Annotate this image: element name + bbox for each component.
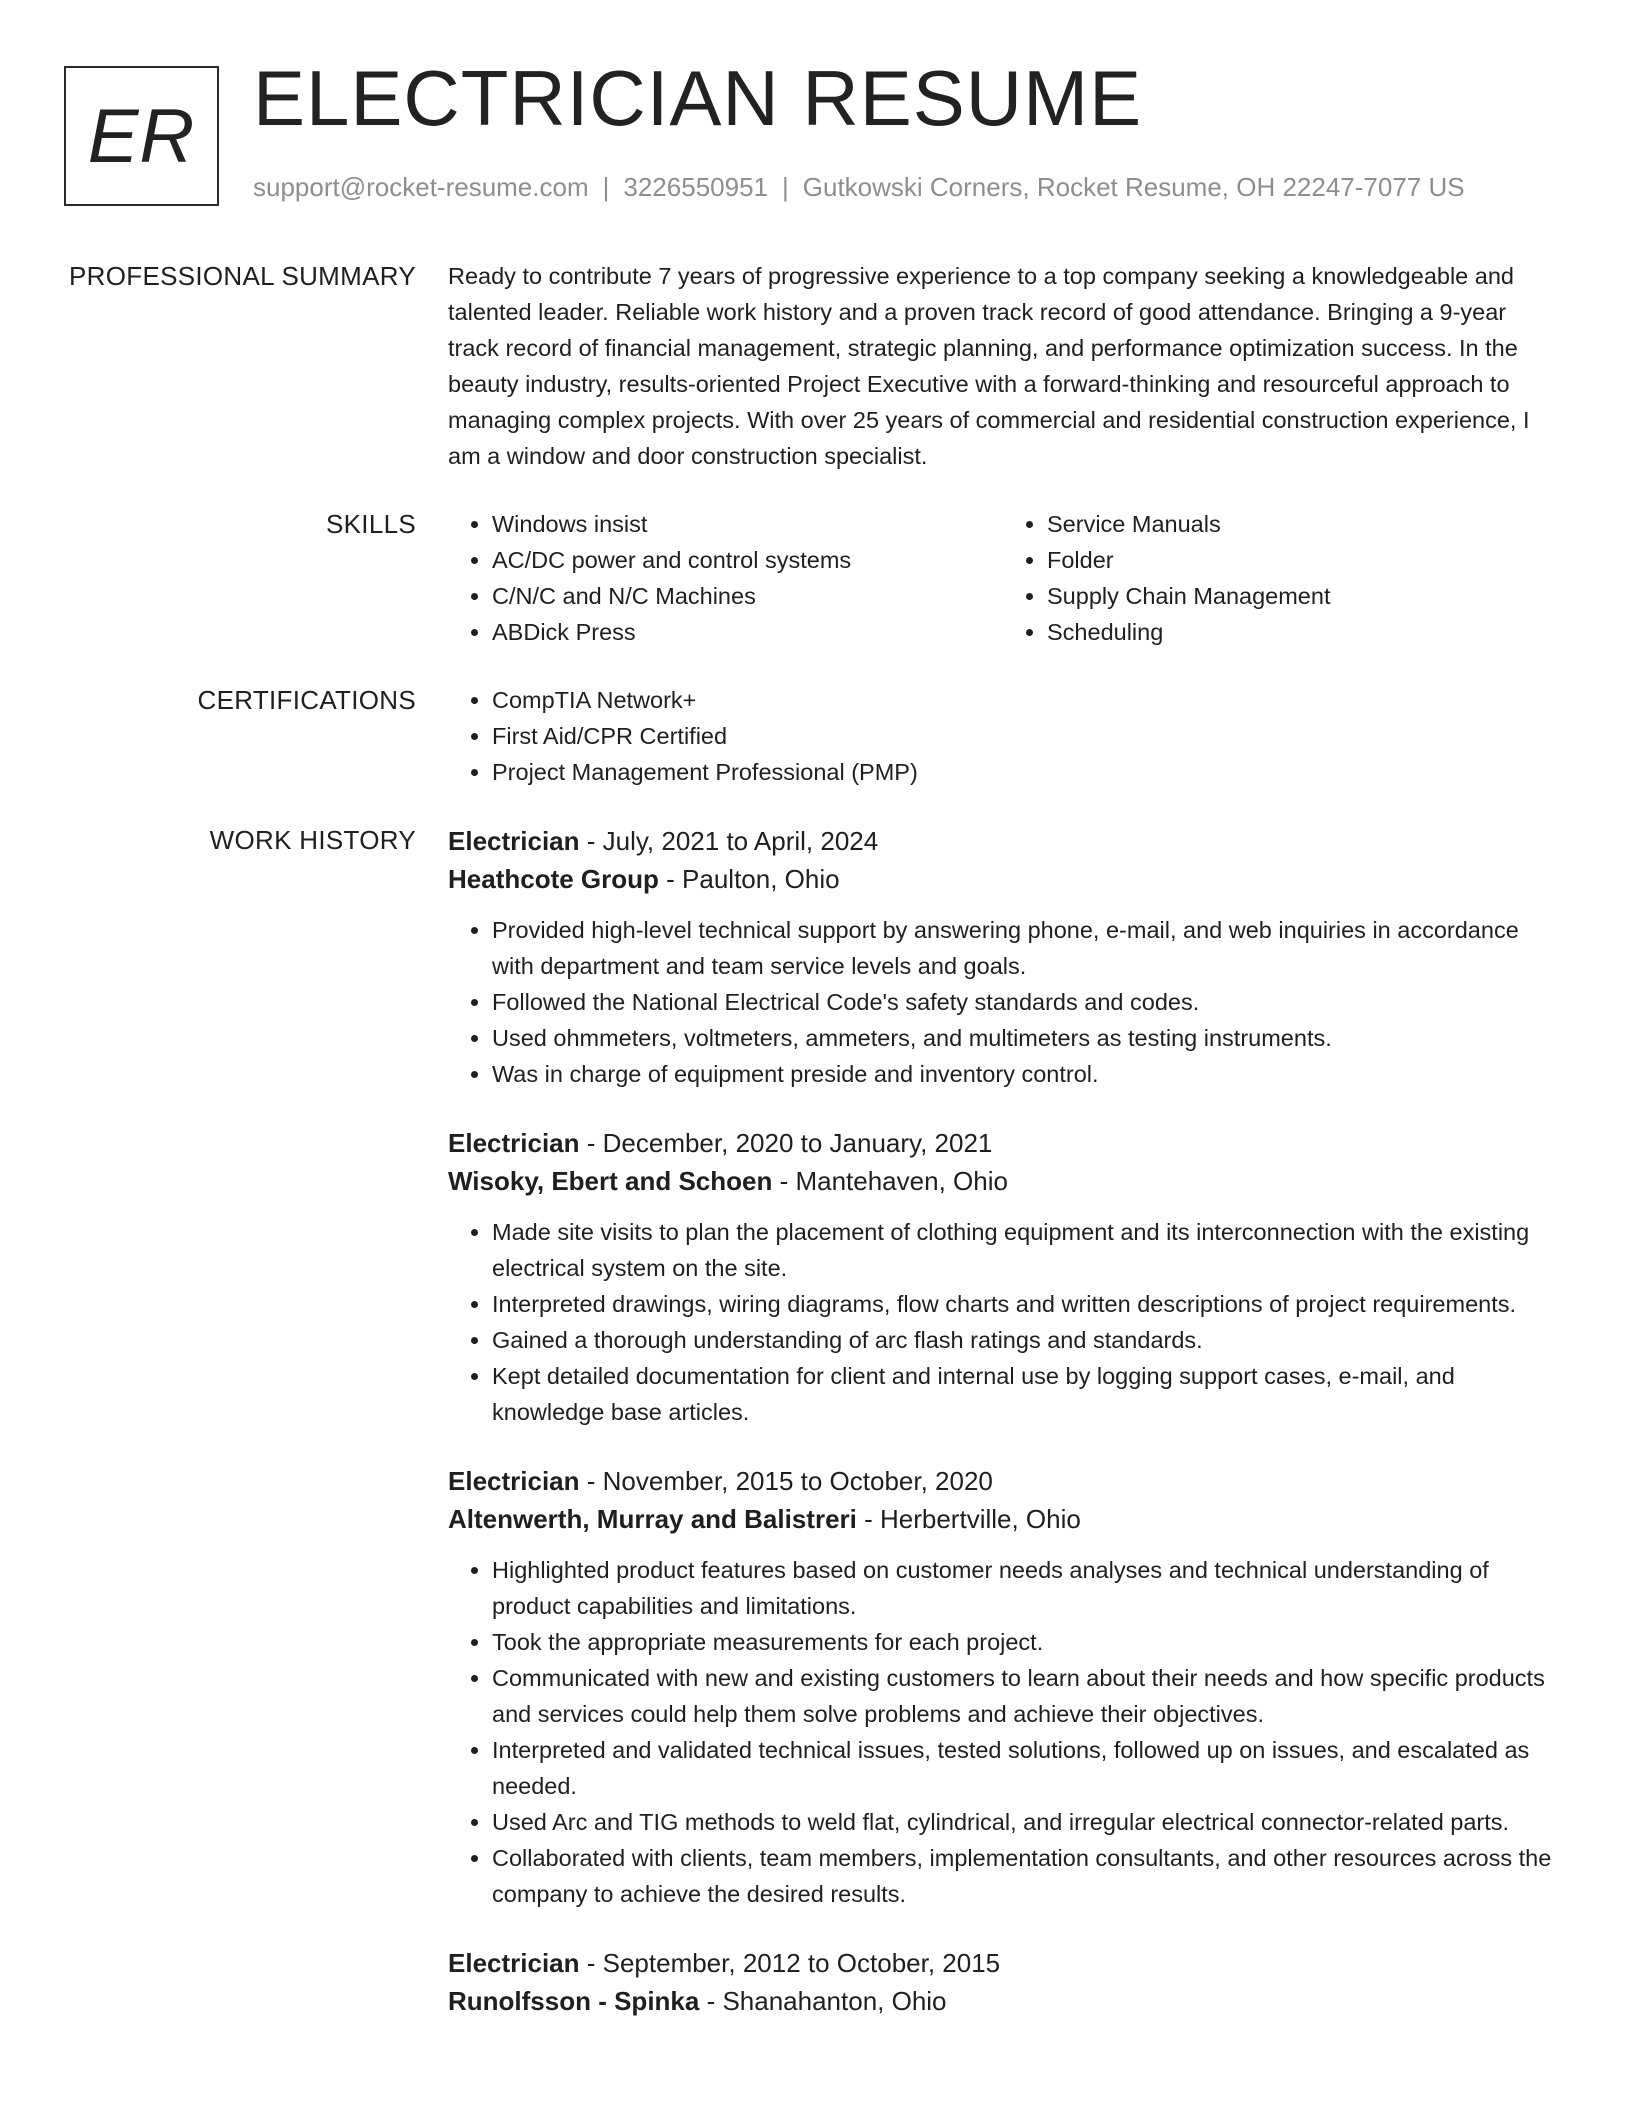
job-entry [448, 1462, 1558, 1912]
job-role: Electrician [448, 1128, 580, 1158]
skills-list-left [448, 506, 1003, 650]
resume-content [0, 258, 1632, 2052]
job-title-line [448, 1462, 1558, 1500]
skill-item: • ABDick Press [492, 614, 1003, 650]
job-bullets [448, 1552, 1558, 1912]
job-company-line [448, 1982, 1558, 2020]
job-company-line [448, 1162, 1558, 1200]
job-dates: - July, 2021 to April, 2024 [579, 826, 879, 856]
job-dates: - December, 2020 to January, 2021 [579, 1128, 993, 1158]
job-bullet: • Interpreted drawings, wiring diagrams, flow charts and written descriptions of project requirements. [492, 1286, 1558, 1322]
job-bullet: • Provided high-level technical support by answering phone, e-mail, and web inquiries in accordance with department and team service levels and goals. [492, 912, 1558, 984]
job-bullets [448, 912, 1558, 1092]
certifications-section [0, 682, 1632, 790]
job-company-line [448, 1500, 1558, 1538]
skill-item: • Folder [1047, 542, 1558, 578]
summary-heading: PROFESSIONAL SUMMARY [69, 261, 416, 291]
job-bullet: • Collaborated with clients, team members, implementation consultants, and other resources across the company to achieve the desired results. [492, 1840, 1558, 1912]
summary-section [0, 258, 1632, 474]
contact-email: support@rocket-resume.com [253, 172, 589, 202]
work-history-body [448, 822, 1558, 2020]
skill-item: • AC/DC power and control systems [492, 542, 1003, 578]
skills-section [0, 506, 1632, 650]
job-location: - Herbertville, Ohio [856, 1504, 1081, 1534]
job-company: Wisoky, Ebert and Schoen [448, 1166, 773, 1196]
work-history-heading: WORK HISTORY [209, 825, 416, 855]
contact-separator: | [602, 172, 610, 202]
job-bullet: • Was in charge of equipment preside and inventory control. [492, 1056, 1558, 1092]
job-bullet: • Gained a thorough understanding of arc flash ratings and standards. [492, 1322, 1558, 1358]
job-title-line [448, 822, 1558, 860]
summary-text: Ready to contribute 7 years of progressive experience to a top company seeking a knowledgeable and talented leader. Reliable work history and a proven track record of good attendance. Bringing a 9-year track record of financial management, strategic planning, and performance optimization success. In the beauty industry, results-oriented Project Executive with a forward-thinking and resourceful approach to managing complex projects. With over 25 years of commercial and residential construction experience, I am a window and door construction specialist. [448, 263, 1530, 469]
job-company: Heathcote Group [448, 864, 659, 894]
skills-list-right [1003, 506, 1558, 650]
job-bullet: • Kept detailed documentation for client and internal use by logging support cases, e-mail, and knowledge base articles. [492, 1358, 1558, 1430]
job-company: Altenwerth, Murray and Balistreri [448, 1504, 857, 1534]
contact-separator: | [782, 172, 789, 202]
job-bullet: • Followed the National Electrical Code's safety standards and codes. [492, 984, 1558, 1020]
job-company: Runolfsson - Spinka [448, 1986, 700, 2016]
skills-heading: SKILLS [326, 509, 416, 539]
contact-address: Gutkowski Corners, Rocket Resume, OH 22247-7077 US [802, 172, 1465, 202]
job-bullet: • Interpreted and validated technical issues, tested solutions, followed up on issues, and escalated as needed. [492, 1732, 1558, 1804]
job-title-line [448, 1124, 1558, 1162]
certification-item: • Project Management Professional (PMP) [492, 754, 1558, 790]
job-role: Electrician [448, 1948, 580, 1978]
contact-phone: 3226550951 [623, 172, 768, 202]
job-company-line [448, 860, 1558, 898]
resume-title: ELECTRICIAN RESUME [253, 54, 1143, 142]
job-entry [448, 1944, 1558, 2020]
job-dates: - November, 2015 to October, 2020 [579, 1466, 993, 1496]
skill-item: • Windows insist [492, 506, 1003, 542]
skill-item: • Supply Chain Management [1047, 578, 1558, 614]
certifications-heading: CERTIFICATIONS [197, 685, 416, 715]
job-entry [448, 1124, 1558, 1430]
job-bullet: • Used Arc and TIG methods to weld flat, cylindrical, and irregular electrical connector-related parts. [492, 1804, 1558, 1840]
skill-item: • Service Manuals [1047, 506, 1558, 542]
job-entry [448, 822, 1558, 1092]
job-bullet: • Highlighted product features based on customer needs analyses and technical understanding of product capabilities and limitations. [492, 1552, 1558, 1624]
job-role: Electrician [448, 1466, 580, 1496]
certification-item: • First Aid/CPR Certified [492, 718, 1558, 754]
work-history-section [0, 822, 1632, 2020]
job-bullet: • Communicated with new and existing customers to learn about their needs and how specific products and services could help them solve problems and achieve their objectives. [492, 1660, 1558, 1732]
job-title-line [448, 1944, 1558, 1982]
job-bullets [448, 1214, 1558, 1430]
certification-item: • CompTIA Network+ [492, 682, 1558, 718]
job-bullet: • Took the appropriate measurements for each project. [492, 1624, 1558, 1660]
summary-body [448, 258, 1558, 474]
certifications-body [448, 682, 1558, 790]
job-location: - Paulton, Ohio [658, 864, 840, 894]
certifications-list [448, 682, 1558, 790]
skill-item: • C/N/C and N/C Machines [492, 578, 1003, 614]
job-location: - Shanahanton, Ohio [699, 1986, 947, 2016]
job-location: - Mantehaven, Ohio [772, 1166, 1008, 1196]
skill-item: • Scheduling [1047, 614, 1558, 650]
job-bullet: • Made site visits to plan the placement of clothing equipment and its interconnection with the existing electrical system on the site. [492, 1214, 1558, 1286]
skills-body [448, 506, 1558, 650]
contact-line [253, 172, 1465, 203]
monogram-logo [64, 66, 219, 206]
job-role: Electrician [448, 826, 580, 856]
job-bullet: • Used ohmmeters, voltmeters, ammeters, and multimeters as testing instruments. [492, 1020, 1558, 1056]
job-dates: - September, 2012 to October, 2015 [579, 1948, 1001, 1978]
monogram-text: ER [87, 93, 196, 179]
